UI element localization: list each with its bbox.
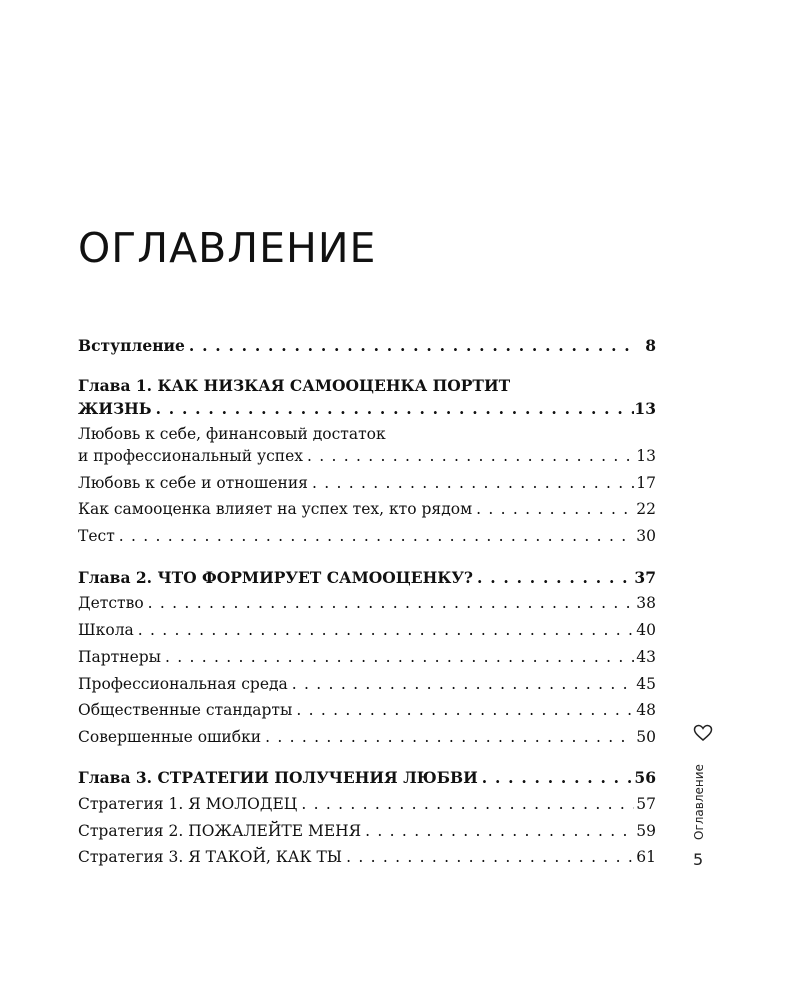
toc-entry-label: Тест — [78, 527, 115, 545]
dot-leader — [297, 791, 634, 818]
toc-entry-label: Стратегия 3. Я ТАКОЙ, КАК ТЫ — [78, 848, 343, 866]
toc-page-number: 38 — [636, 594, 656, 612]
toc-entry-section-1-2[interactable] — [78, 470, 656, 497]
toc-entry-section-2-1[interactable] — [78, 590, 656, 617]
toc-page-number: 40 — [636, 621, 656, 639]
toc-entry-section-2-4[interactable] — [78, 671, 656, 698]
dot-leader — [185, 332, 634, 359]
toc-entry-section-1-1[interactable] — [78, 443, 656, 470]
dot-leader — [361, 818, 634, 845]
toc-entry-label: Детство — [78, 594, 144, 612]
toc-page-number: 45 — [636, 675, 656, 693]
toc-page-number: 22 — [636, 500, 656, 518]
dot-leader — [308, 470, 634, 497]
toc-entry-label: Стратегия 1. Я МОЛОДЕЦ — [78, 795, 298, 813]
section-1-1-title-line1[interactable]: Любовь к себе, финансовый достаток — [78, 425, 386, 443]
dot-leader — [115, 523, 634, 550]
dot-leader — [478, 764, 634, 791]
toc-entry-label: Глава 3. СТРАТЕГИИ ПОЛУЧЕНИЯ ЛЮБВИ — [78, 768, 478, 787]
toc-page-number: 50 — [636, 728, 656, 746]
toc-entry-label: Любовь к себе и отношения — [78, 474, 308, 492]
toc-page-number: 8 — [645, 336, 656, 355]
toc-entry-label: Как самооценка влияет на успех тех, кто рядом — [78, 500, 473, 518]
dot-leader — [161, 644, 634, 671]
toc-entry-section-2-3[interactable] — [78, 644, 656, 671]
dot-leader — [144, 590, 634, 617]
toc-entry-label: Профессиональная среда — [78, 675, 288, 693]
toc-page-number: 59 — [636, 822, 656, 840]
dot-leader — [261, 724, 634, 751]
toc-entry-intro[interactable] — [78, 332, 656, 359]
toc-entry-section-2-5[interactable] — [78, 697, 656, 724]
toc-entry-section-1-3[interactable] — [78, 496, 656, 523]
toc-entry-chapter-3[interactable] — [78, 764, 656, 791]
toc-entry-section-3-3[interactable] — [78, 844, 656, 871]
toc-entry-chapter-1[interactable] — [78, 395, 656, 422]
toc-page-number: 48 — [636, 701, 656, 719]
toc-page-number: 57 — [636, 795, 656, 813]
toc-page-number: 13 — [634, 399, 656, 418]
toc-page-number: 37 — [634, 568, 656, 587]
toc-entry-label: Вступление — [78, 336, 185, 355]
toc-entry-section-1-4[interactable] — [78, 523, 656, 550]
dot-leader — [292, 697, 634, 724]
toc-entry-label: Партнеры — [78, 648, 162, 666]
dot-leader — [303, 443, 634, 470]
toc-entry-label: ЖИЗНЬ — [78, 399, 152, 418]
page-number: 5 — [693, 850, 704, 869]
toc-entry-label: Совершенные ошибки — [78, 728, 262, 746]
dot-leader — [342, 844, 634, 871]
toc-entry-section-3-2[interactable] — [78, 818, 656, 845]
dot-leader — [288, 671, 634, 698]
toc-entry-label: Школа — [78, 621, 134, 639]
toc-page-number: 13 — [636, 447, 656, 465]
toc-page-number: 56 — [634, 768, 656, 787]
heart-icon — [693, 724, 713, 742]
toc-page-number: 61 — [636, 848, 656, 866]
chapter-1-title-line1[interactable]: Глава 1. КАК НИЗКАЯ САМООЦЕНКА ПОРТИТ — [78, 376, 511, 395]
toc-page-number: 30 — [636, 527, 656, 545]
toc-entry-chapter-2[interactable] — [78, 564, 656, 591]
toc-entry-label: Стратегия 2. ПОЖАЛЕЙТЕ МЕНЯ — [78, 822, 362, 840]
toc-page-number: 43 — [636, 648, 656, 666]
toc-entry-section-3-1[interactable] — [78, 791, 656, 818]
toc-entry-label: Глава 2. ЧТО ФОРМИРУЕТ САМООЦЕНКУ? — [78, 568, 474, 587]
dot-leader — [473, 564, 634, 591]
running-head: Оглавление — [692, 764, 706, 840]
dot-leader — [134, 617, 634, 644]
dot-leader — [472, 496, 634, 523]
toc-entry-label: и профессиональный успех — [78, 447, 303, 465]
dot-leader — [152, 395, 634, 422]
toc-entry-section-2-2[interactable] — [78, 617, 656, 644]
toc-entry-label: Общественные стандарты — [78, 701, 293, 719]
page-title: ОГЛАВЛЕНИЕ — [78, 224, 377, 272]
toc-entry-section-2-6[interactable] — [78, 724, 656, 751]
toc-page-number: 17 — [636, 474, 656, 492]
